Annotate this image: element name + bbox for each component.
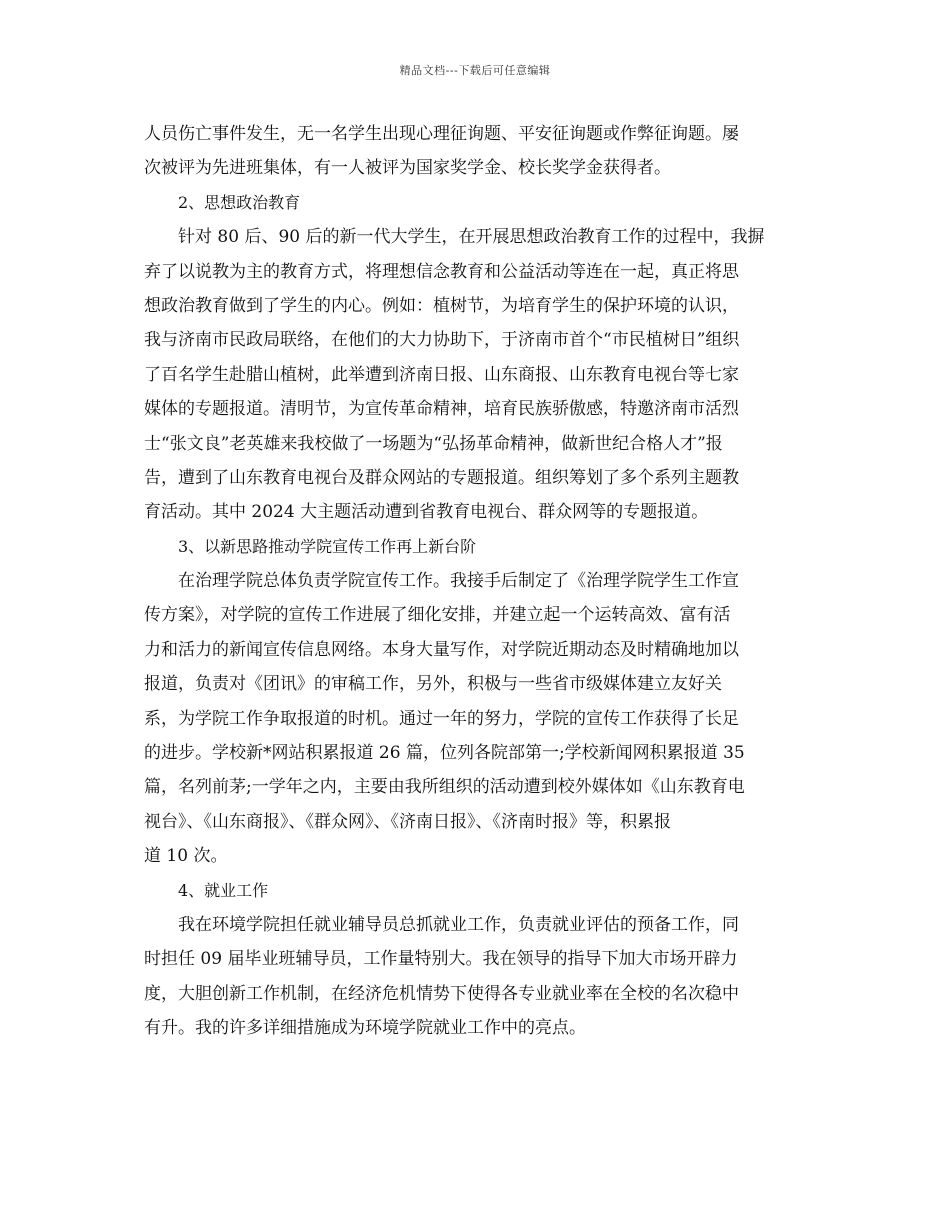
text-line: 育活动。其中 2024 大主题活动遭到省教育电视台、群众网等的专题报道。 [144, 502, 709, 523]
text-line: 在治理学院总体负责学院宣传工作。我接手后制定了《治理学院学生工作宣 [178, 571, 739, 592]
text-line: 我在环境学院担任就业辅导员总抓就业工作，负责就业评估的预备工作，同 [178, 914, 739, 935]
text-line: 想政治教育做到了学生的内心。例如：植树节，为培育学生的保护环境的认识， [144, 295, 739, 316]
text-line: 视台》、《山东商报》、《群众网》、《济南日报》、《济南时报》等，积累报 [144, 811, 671, 832]
text-line: 报道，负责对《团讯》的审稿工作，另外，积极与一些省市级媒体建立友好关 [144, 674, 722, 695]
text-line: 告，遭到了山东教育电视台及群众网站的专题报道。组织筹划了多个系列主题教 [144, 467, 739, 488]
text-line: 有升。我的许多详细措施成为环境学院就业工作中的亮点。 [144, 1018, 586, 1039]
section-heading: 3、以新思路推动学院宣传工作再上新台阶 [178, 536, 477, 556]
text-line: 度，大胆创新工作机制，在经济危机情势下使得各专业就业率在全校的名次稳中 [144, 983, 739, 1004]
text-line: 媒体的专题报道。清明节，为宣传革命精神，培育民族骄傲感，特邀济南市活烈 [144, 399, 739, 420]
text-line: 了百名学生赴腊山植树，此举遭到济南日报、山东商报、山东教育电视台等七家 [144, 364, 739, 385]
running-header: 精品文档---下载后可任意编辑 [399, 64, 551, 77]
text-line: 次被评为先进班集体，有一人被评为国家奖学金、校长奖学金获得者。 [144, 158, 671, 179]
text-line: 我与济南市民政局联络，在他们的大力协助下，于济南市首个“市民植树日”组织 [144, 330, 740, 351]
document-body [144, 117, 816, 1046]
text-line: 道 10 次。 [144, 846, 228, 867]
text-line: 的进步。学校新*网站积累报道 26 篇，位列各院部第一;学校新闻网积累报道 35 [144, 743, 745, 764]
section-heading: 2、思想政治教育 [178, 192, 301, 212]
text-line: 传方案》，对学院的宣传工作进展了细化安排，并建立起一个运转高效、富有活 [144, 605, 731, 626]
text-line: 针对 80 后、90 后的新一代大学生，在开展思想政治教育工作的过程中，我摒 [178, 227, 765, 248]
text-line: 时担任 09 届毕业班辅导员，工作量特别大。我在领导的指导下加大市场开辟力 [144, 949, 738, 970]
text-line: 篇，名列前茅;一学年之内，主要由我所组织的活动遭到校外媒体如《山东教育电 [144, 777, 745, 798]
text-line: 人员伤亡事件发生，无一名学生出现心理征询题、平安征询题或作弊征询题。屡 [144, 124, 739, 144]
text-line: 士“张文良”老英雄来我校做了一场题为“弘扬革命精神，做新世纪合格人才”报 [144, 433, 723, 454]
section-heading: 4、就业工作 [178, 880, 269, 900]
text-line: 系，为学院工作争取报道的时机。通过一年的努力，学院的宣传工作获得了长足 [144, 708, 739, 729]
text-line: 力和活力的新闻宣传信息网络。本身大量写作，对学院近期动态及时精确地加以 [144, 639, 739, 660]
text-line: 弃了以说教为主的教育方式，将理想信念教育和公益活动等连在一起，真正将思 [144, 261, 739, 282]
